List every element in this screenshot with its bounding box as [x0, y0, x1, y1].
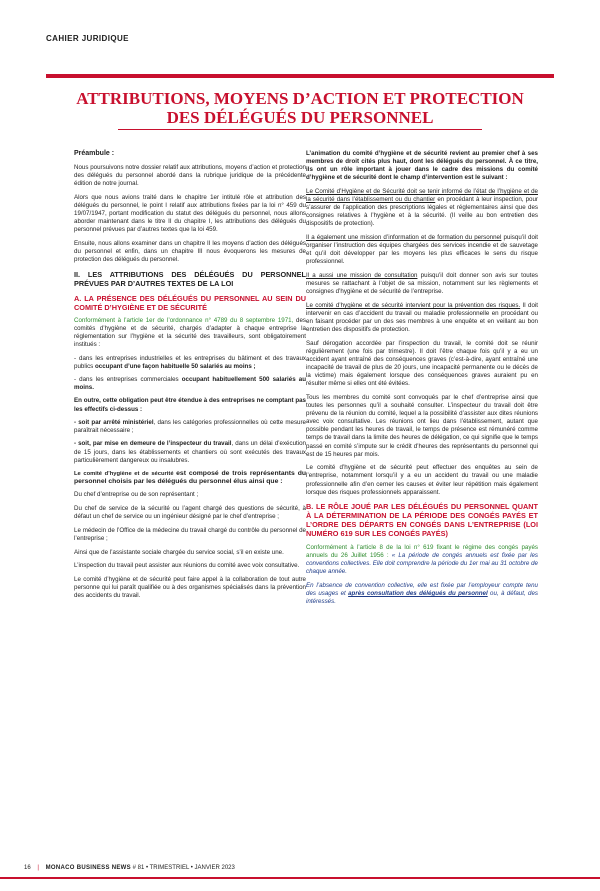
underlined-text: Il a également une mission d’information et de formation du personnel	[306, 234, 502, 242]
paragraph-text: puisqu’il doit organiser l’instruction des équipes chargées des services incendie et de sauvetage et qu’il doit développer par les moyens les plus efficaces le sens du risque professionnel.	[306, 234, 538, 266]
left-column	[74, 150, 306, 606]
list-item	[74, 355, 306, 371]
list-item-emphasis: - soit par arrêté ministériel	[74, 419, 154, 427]
paragraph-text: Il doit intervenir en cas d’accident du travail ou maladie professionnelle en procédant ou en faisant procéder par un des ses membres à une enquête et en veillant au bon entretien des dispositifs de protection.	[306, 301, 538, 334]
legal-reference: Conformément à l’article 1er de l’ordonnance n° 4789 du 8 septembre 1971,	[74, 317, 294, 325]
issue-info: # 81 • TRIMESTRIEL • JANVIER 2023	[132, 865, 235, 871]
list-item	[74, 376, 306, 392]
quoted-text: ou, à défaut, des intéressés.	[306, 589, 538, 606]
list-item-emphasis: occupant habituellement 500 salariés au moins.	[74, 376, 307, 392]
emphasized-link-text: après consultation des délégués du personnel	[348, 589, 488, 597]
underlined-text: Le comité d’hygiène et de sécurité intervient pour la prévention des risques.	[306, 301, 521, 309]
paragraph-text: puisqu’il doit donner son avis sur toutes mesures se rattachant à l’objet de sa mission, notamment sur les règlements et consignes d’hygiène et de sécurité de l’entreprise.	[306, 272, 538, 296]
page-number: 16	[24, 865, 31, 871]
publication-name: MONACO BUSINESS NEWS	[45, 865, 131, 871]
paragraph-emphasis: est composé de trois représentants du personnel choisis par les délégués du personnel élus ainsi que :	[74, 469, 306, 485]
list-item-emphasis: occupant d’une façon habituelle 50 salariés au moins ;	[94, 363, 256, 371]
paragraph: Du chef d’entreprise ou de son représentant ;	[74, 491, 199, 499]
section-label: CAHIER JURIDIQUE	[46, 34, 129, 43]
paragraph-text: des comités d’hygiène et de sécurité, chargés d’adapter à chaque entreprise la réglementation sur l’hygiène et la sécurité des travailleurs, sont obligatoirement institués :	[74, 317, 306, 349]
list-item-emphasis: l’inspecteur du travail	[166, 440, 232, 448]
paragraph: Alors que nous avions traité dans le chapitre 1er intitulé rôle et attribution des délégués du personnel, le point I relatif aux attributions fixées par la loi n° 459 du 19/07/1947, portant modification du statut des délégués du personnel, nous allons aborder maintenant dans le titre II du chapitre I, les attributions des délégués du personnel prévues par d’autres textes que la loi 459.	[74, 193, 306, 233]
quoted-text: « La période de congés annuels est fixée par les conventions collectives. Elle doit comprendre la période du 1er mai au 31 octobre de chaque année.	[306, 552, 538, 576]
underlined-text: Le Comité d’Hygiène et de Sécurité doit se tenir informé de l’état de l’hygiène et de la sécurité dans l’établissement ou du chantier	[306, 187, 538, 204]
title-divider	[118, 129, 482, 130]
paragraph	[306, 302, 538, 334]
list-item-text: , dans les catégories professionnelles où cette mesure paraîtrait nécessaire ;	[74, 419, 306, 435]
preamble-heading: Préambule :	[74, 150, 115, 157]
section-heading-b: B. LE RÔLE JOUÉ PAR LES DÉLÉGUÉS DU PERSONNEL QUANT À LA DÉTERMINATION DE LA PÉRIODE DES CONGÉS PAYÉS ET L’ORDRE DES DÉPARTS EN CONGÉS DANS L’ENTREPRISE (LOI NUMÉRO 619 SUR LES CONGÉS PAYÉS)	[306, 502, 538, 539]
page-footer	[24, 865, 235, 871]
paragraph: Tous les membres du comité sont convoqués par le chef d’entreprise ainsi que toutes les personnes qu’il a souhaité consulter. L’inspecteur du travail doit être prévenu de la réunion du comité, lequel a la possibilité d’assister aux dites réunions avec voix consultative. Les réunions ont lieu dans l’établissement, autant que possible pendant les heures de travail, le temps de présence est rémunéré comme temps de travail dans la limite des heures de délégation, ce qui signifie que le temps passé en comité s’impute sur le crédit d’heures des représentants du personnel qui est de 15 heures par mois.	[306, 394, 538, 458]
paragraph: Ainsi que de l’assistante sociale chargée du service social, s’il en existe une.	[74, 548, 284, 556]
list-item	[74, 440, 306, 464]
list-item-text: , dans un délai d’exécution de 15 jours, dans les établissements et chantiers où sont exécutés des travaux particulièrement dangereux ou insalubres.	[74, 440, 306, 464]
paragraph	[74, 317, 306, 349]
paragraph-text: en procédant à leur inspection, pour s’assurer de l’application des prescriptions légales et réglementaires ainsi que des consignes relatives à l’hygiène et à la sécurité. (Il veille au bon entretien des dispositifs de protection).	[306, 196, 538, 228]
underlined-text: Il a aussi une mission de consultation	[306, 272, 418, 279]
quoted-text: En l’absence de convention collective, elle est fixée par l’employeur compte tenu des usages et	[306, 581, 538, 597]
paragraph-lead: Le comité d’hygiène et de sécurité	[74, 470, 177, 477]
paragraph: L’inspection du travail peut assister aux réunions du comité avec voix consultative.	[74, 562, 300, 570]
paragraph	[306, 234, 538, 266]
paragraph	[306, 188, 538, 228]
paragraph: L’animation du comité d’hygiène et de sécurité revient au premier chef à ses membres de droit cités plus haut, dont les délégués du personnel. À ce titre, ils ont un rôle important à jouer dans le cadre des missions du comité d’hygiène et de sécurité dont le champ d’intervention est le suivant :	[306, 150, 538, 182]
paragraph: Du chef de service de la sécurité ou l’agent chargé des questions de sécurité, à défaut un chef de service ou un ingénieur désigné par le chef d’entreprise ;	[74, 505, 306, 521]
article-title	[60, 89, 540, 127]
paragraph	[306, 544, 538, 576]
paragraph: Nous poursuivons notre dossier relatif aux attributions, moyens d’action et protection des délégués du personnel abordé dans la rubrique juridique de la précédente édition de notre journal.	[74, 163, 306, 187]
footer-separator: |	[37, 865, 39, 871]
article-title-line1: ATTRIBUTIONS, MOYENS D’ACTION ET PROTECTION	[76, 89, 524, 108]
paragraph: En outre, cette obligation peut être étendue à des entreprises ne comptant pas les effectifs ci-dessus :	[74, 397, 306, 413]
legal-reference: Conformément à l’article 8 de la loi n° 619 fixant le régime des congés payés annuels du 26 Juillet 1956 :	[306, 543, 538, 559]
section-heading-a: A. LA PRÉSENCE DES DÉLÉGUÉS DU PERSONNEL AU SEIN DU COMITÉ D’HYGIÈNE ET DE SÉCURITÉ	[74, 293, 306, 312]
list-item-emphasis: - soit, par mise en demeure de	[74, 440, 167, 448]
list-item-text: - dans les entreprises commerciales	[74, 376, 182, 384]
paragraph: Ensuite, nous allons examiner dans un chapitre II les moyens d’action des délégués du personnel et enfin, dans un chapitre III nous évoquerons les mesures de protection des délégués du personnel.	[74, 239, 306, 263]
section-heading-ii: II. LES ATTRIBUTIONS DES DÉLÉGUÉS DU PERSONNEL PRÉVUES PAR D’AUTRES TEXTES DE LA LOI	[74, 269, 306, 288]
top-divider	[46, 74, 554, 78]
article-title-line2: DES DÉLÉGUÉS DU PERSONNEL	[166, 108, 434, 127]
paragraph: Sauf dérogation accordée par l’inspection du travail, le comité doit se réunir régulièrement (une fois par trimestre). Il doit l’être chaque fois qu’il y a eu un accident ayant entraîné des conséquences graves (c’est-à-dire, ayant entraîné une incapacité de travail de plus de 20 jours, une incapacité permanente ou le décès de la victime) mais également lorsque des conséquences graves auraient pu en résulter même si elles ont été évitées.	[306, 339, 538, 388]
paragraph: Le comité d’hygiène et de sécurité peut faire appel à la collaboration de tout autre personne qui lui paraît qualifiée ou à des organismes spécialisés dans la prévention des accidents du travail.	[74, 576, 306, 600]
bottom-divider	[0, 877, 600, 879]
paragraph: Le médecin de l’Office de la médecine du travail chargé du contrôle du personnel de l’entreprise ;	[74, 526, 306, 543]
paragraph	[74, 470, 306, 486]
list-item-text: - dans les entreprises industrielles et les entreprises du bâtiment et des travaux publics	[74, 355, 306, 371]
paragraph: Le comité d’hygiène et de sécurité peut effectuer des enquêtes au sein de l’entreprise, notamment lorsqu’il y a eu un accident du travail ou une maladie professionnelle afin d’en cerner les causes et éviter leur répétition mais également lorsque des risques professionnels apparaissent.	[306, 464, 538, 496]
list-item	[74, 419, 306, 435]
paragraph	[306, 272, 538, 296]
right-column	[306, 150, 538, 612]
paragraph	[306, 582, 538, 606]
